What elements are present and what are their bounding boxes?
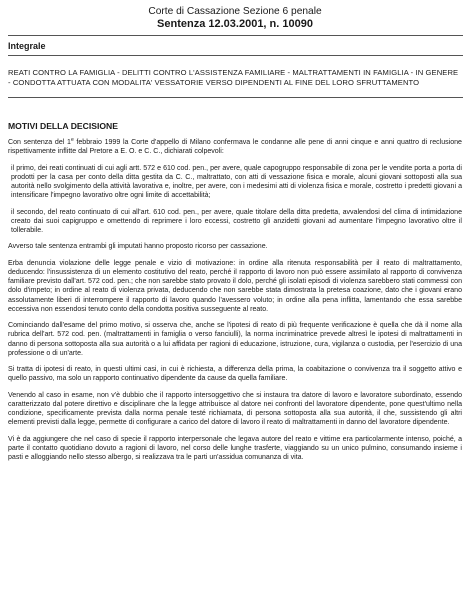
intro-text-start: Con sentenza del 1	[8, 139, 71, 146]
headnote: REATI CONTRO LA FAMIGLIA - DELITTI CONTRO L'ASSISTENZA FAMILIARE - MALTRATTAMENTI IN FAMIGLIA - IN GENERE - CONDOTTA ATTUATA CON MODALITA' VESSATORIE VERSO DIPENDENTI AL FINE DEL LORO SFRUTTAMENTO	[8, 68, 459, 87]
sentenza-title: Sentenza 12.03.2001, n. 10090	[157, 18, 313, 30]
paragraph: Venendo al caso in esame, non v'è dubbio che il rapporto intersoggettivo che si instaura tra datore di lavoro e lavoratore subordinato, essendo caratterizzato dal potere direttivo e disciplinare che la legge attribuisce al datore nei confronti del lavoratore dipendente, pone quest'ultimo nella condizione, specificamente prevista dalla norma penale testé richiamata, di persona sottoposta alla sua autorità, il che, sussistendo gli altri elementi previsti dalla legge, permette di configurare a carico del datore di lavoro il reato di maltrattamenti in danno del lavoratore dipendente.	[8, 391, 462, 427]
paragraph: Vi è da aggiungere che nel caso di specie il rapporto interpersonale che legava autore del reato e vittime era particolarmente intenso, poiché, a parte il contatto quotidiano dovuto a ragioni di lavoro, nel corso delle lunghe trasferte, viaggiando su un unico pulmino, consumando insieme i pasti e alloggiando nello stesso albergo, si realizzava tra le parti un'assidua comunanza di vita.	[8, 435, 462, 462]
divider	[8, 35, 463, 36]
divider	[8, 55, 463, 56]
intro-superscript: e	[70, 137, 74, 143]
intro-paragraph	[8, 138, 462, 156]
paragraph: Si tratta di ipotesi di reato, in questi ultimi casi, in cui è richiesta, a differenza della prima, la coabitazione o convivenza tra il soggetto attivo e quello passivo, ma solo un rapporto continuativo dipendente da cause da quella familiare.	[8, 366, 462, 383]
intro-text-end: febbraio 1999 la Corte d'appello di Milano confermava le condanne alle pene di anni cinque e anni quattro di reclusione rispettivamente inflitte dal Pretore a E. O. e C. C., dichiarati colpevoli:	[8, 139, 462, 156]
paragraph: il primo, dei reati continuati di cui agli artt. 572 e 610 cod. pen., per avere, quale capogruppo responsabile di zona per le vendite porta a porta di prodotti per la casa per conto della ditta gestita da C. C., maltrattato, con atti di vessazione fisica e morale, alcuni giovani sottoposti alla sua autorità nello svolgimento della attività lavorativa e, inoltre, per avere, con i medesimi atti di violenza fisica e morale, costretto i predetti giovani a intensificare l'impegno lavorativo oltre ogni limite di accettabilità;	[11, 164, 462, 200]
paragraph: il secondo, del reato continuato di cui all'art. 610 cod. pen., per avere, quale titolare della ditta predetta, avvalendosi del clima di intimidazione creato dai suoi capigruppo e omettendo di reprimere i loro eccessi, costretto gli anzidetti giovani ad aumentare l'impegno lavorativo oltre il tollerabile.	[11, 208, 462, 234]
integrale-label: Integrale	[8, 41, 46, 51]
paragraph: Avverso tale sentenza entrambi gli imputati hanno proposto ricorso per cassazione.	[8, 243, 268, 251]
section-title: MOTIVI DELLA DECISIONE	[8, 121, 118, 131]
paragraph: Erba denuncia violazione delle legge penale e vizio di motivazione: in ordine alla ritenuta responsabilità per il reato di maltrattamento, deducendo: l'insussistenza di un elemento costitutivo del reato, perché il rapporto di lavoro non può essere assimilato al rapporto di convivenza familiare previsto dall'art. 572 cod. pen.; che non sarebbe stato provato il dolo, perché gli isolati episodi di violenza sarebbero stati commessi con dolo d'impeto; in ordine al reato di violenza privata, deducendo che non sarebbe stata dimostrata la pretesa coazione, dato che i giovani erano assolutamente liberi di interrompere il rapporto di lavoro quando l'avessero voluto; in ordine alla pena inflitta, lamentando che essa sarebbe eccessiva non essendosi tenuto conto della condotta positiva susseguente al reato.	[8, 259, 462, 313]
paragraph: Cominciando dall'esame del primo motivo, si osserva che, anche se l'ipotesi di reato di più frequente verificazione è quella che dà il nome alla rubrica dell'art. 572 cod. pen. (maltrattamenti in famiglia o verso fanciulli), la norma incriminatrice prevede altresì le ipotesi di maltrattamenti in danno di persona sottoposta alla sua autorità o a lui affidata per ragioni di educazione, istruzione, cura, vigilanza o custodia, per l'esercizio di una professione o di un'arte.	[8, 322, 462, 357]
decision-body	[8, 138, 462, 470]
divider	[8, 97, 463, 98]
court-name: Corte di Cassazione Sezione 6 penale	[148, 6, 322, 17]
